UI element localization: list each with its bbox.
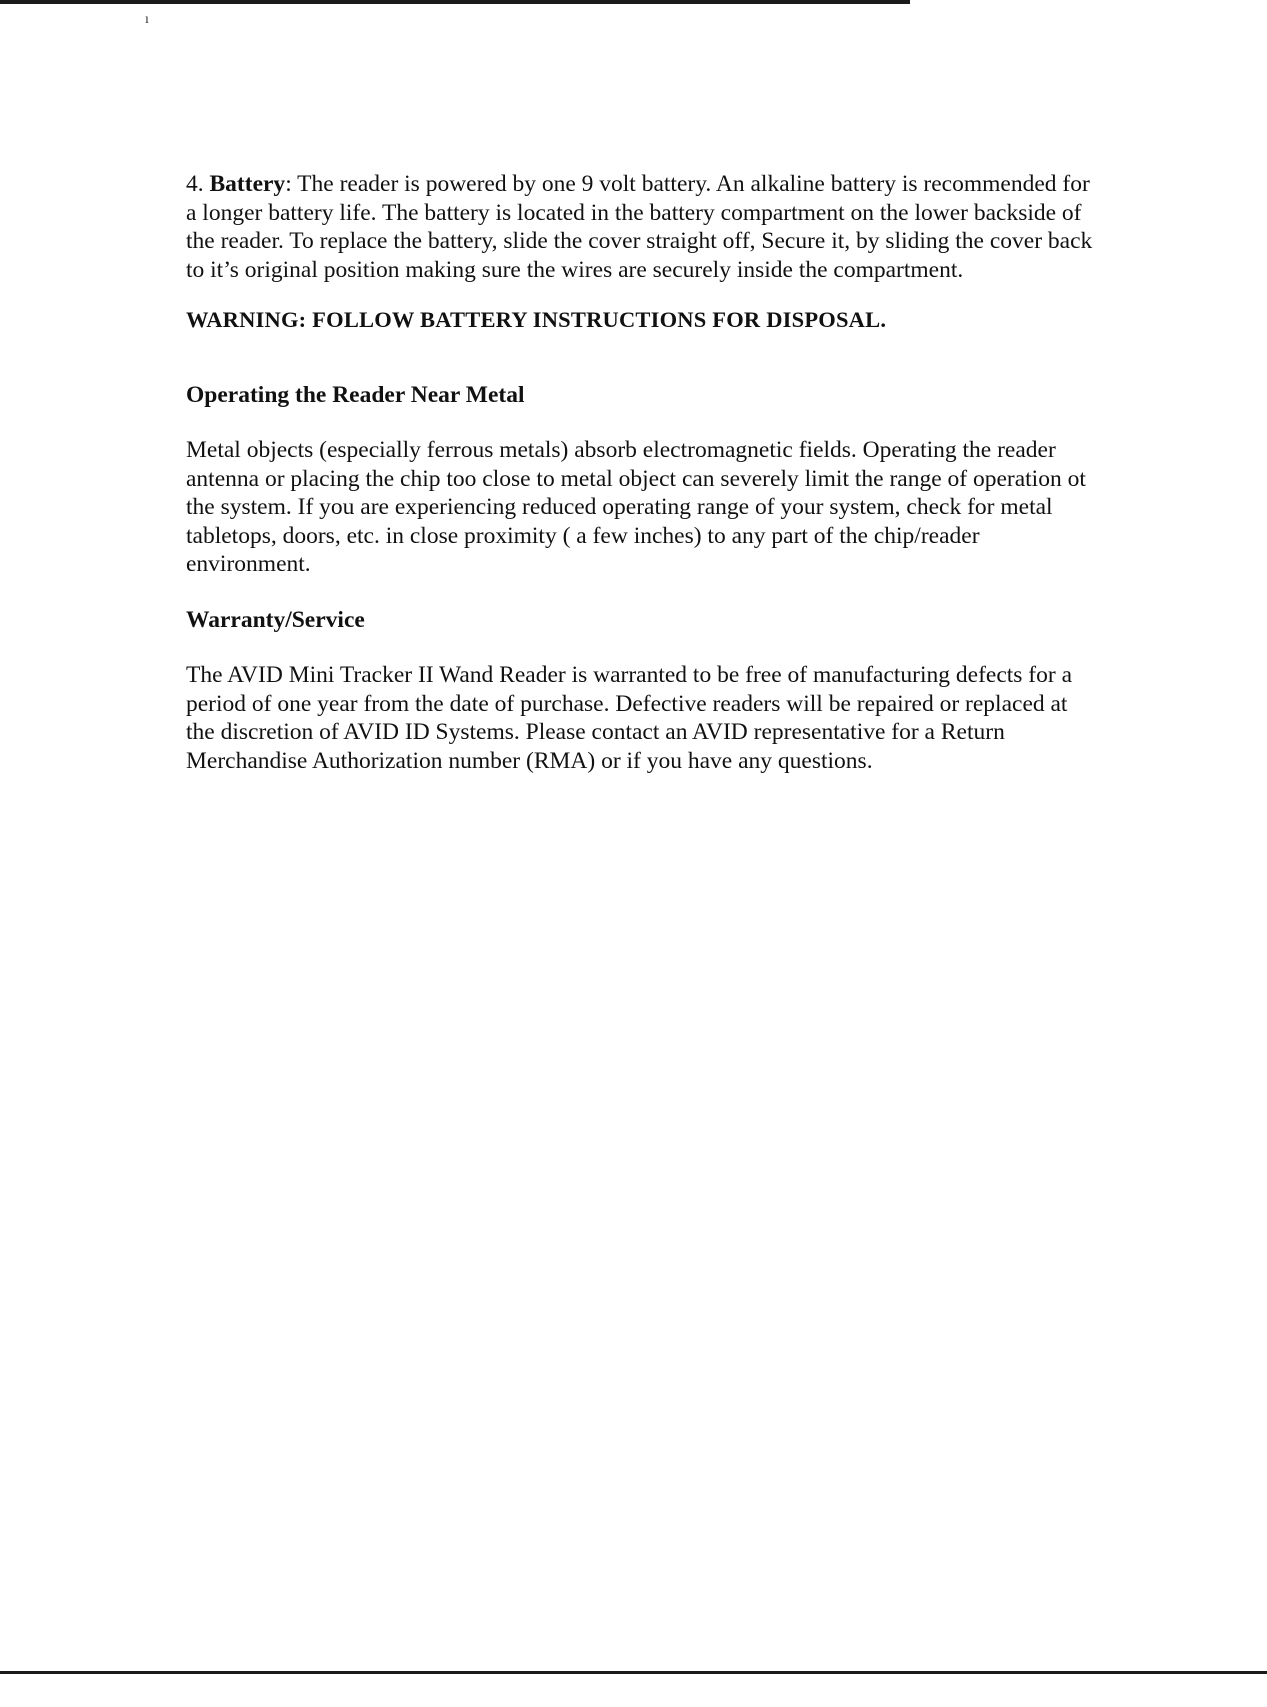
warning-text: WARNING: FOLLOW BATTERY INSTRUCTIONS FOR DISPOSAL.: [186, 307, 887, 332]
warranty-section-paragraph: The AVID Mini Tracker II Wand Reader is warranted to be free of manufacturing defects for a period of one year from the date of purchase. Defective readers will be repaired or replaced at the discretion of AVID ID Systems. Please contact an AVID representative for a Return Merchandise Authorization number (RMA) or if you have any questions.: [186, 662, 1073, 774]
metal-section-paragraph: Metal objects (especially ferrous metals) absorb electromagnetic fields. Operating the reader antenna or placing the chip too close to metal object can severely limit the range of operation ot the system. If you are experiencing reduced operating range of your system, check for metal tabletops, doors, etc. in close proximity ( a few inches) to any part of the chip/reader environment.: [186, 437, 1086, 577]
scan-speck: ı: [145, 12, 149, 27]
battery-paragraph: [186, 170, 1096, 284]
scan-edge-top: [0, 0, 910, 4]
document-page: [186, 170, 1096, 775]
warranty-section-heading: Warranty/Service: [186, 606, 365, 633]
metal-section-heading: Operating the Reader Near Metal: [186, 381, 525, 408]
battery-text: : The reader is powered by one 9 volt battery. An alkaline battery is recommended for a longer battery life. The battery is located in the battery compartment on the lower backside of the reader. To replace the battery, slide the cover straight off, Secure it, by sliding the cover back to it’s original position making sure the wires are securely inside the compartment.: [186, 171, 1093, 283]
battery-number: 4.: [186, 171, 204, 197]
scan-edge-bottom: [0, 1671, 1267, 1674]
battery-label: Battery: [209, 171, 286, 197]
